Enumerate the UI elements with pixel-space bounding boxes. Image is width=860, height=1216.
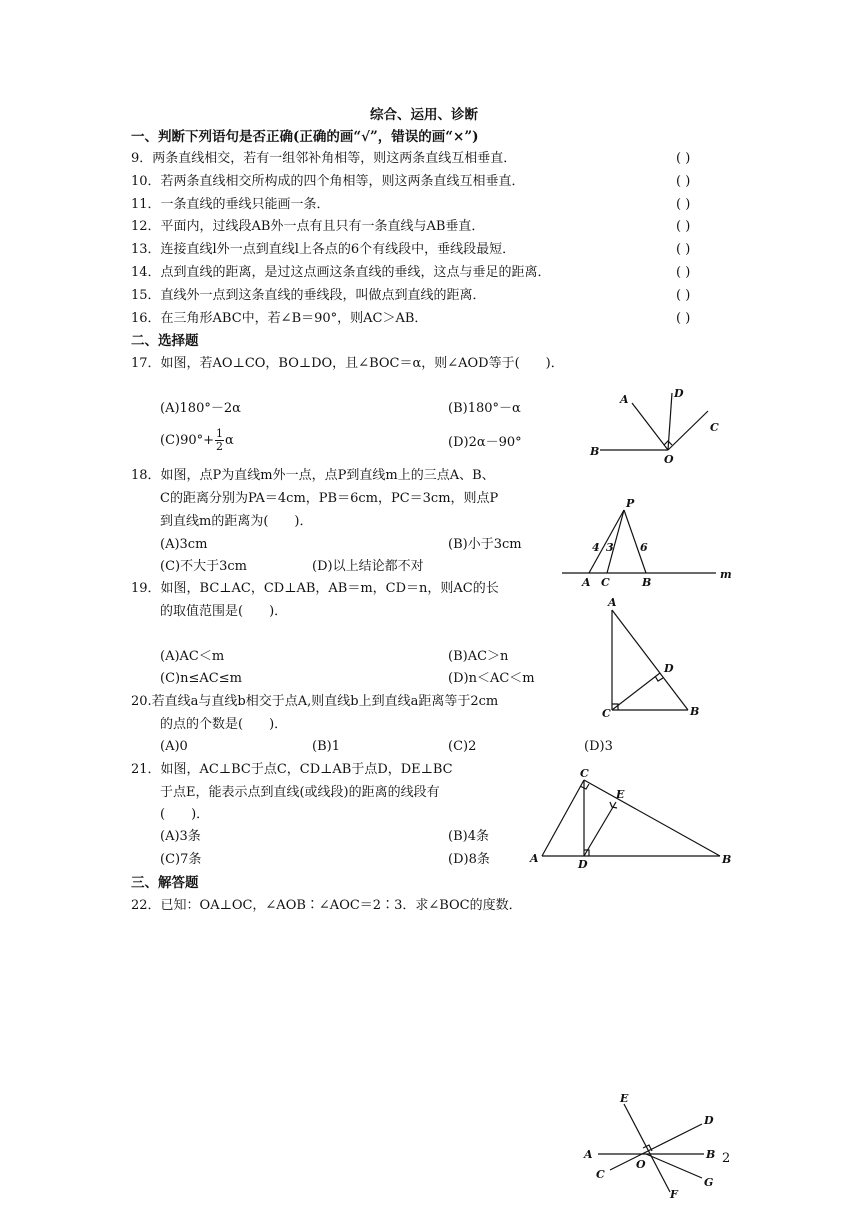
q19-figure [598,596,708,720]
q17-stem: 17．如图，若AO⊥CO，BO⊥DO，且∠BOC＝α，则∠AOD等于( )． [131,356,564,371]
label-d: D [578,858,588,871]
q19-option-c: (C)n≤AC≤m [160,671,242,686]
right-angle-mark [655,676,663,681]
q17-figure [588,383,728,468]
section1-heading: 一、判断下列语句是否正确(正确的画“√”，错误的画“×”) [131,129,479,145]
q18-figure [560,496,735,588]
judge-item-16: 16．在三角形ABC中，若∠B＝90°，则AC＞AB． [131,311,428,326]
judge-item-14: 14．点到直线的距离，是过这点画这条直线的垂线，这点与垂足的距离． [131,265,551,280]
answer-bracket: ( ) [676,219,691,234]
answer-bracket: ( ) [676,197,691,212]
q17-option-c [160,428,234,453]
line-ef [624,1104,670,1192]
q20-line1: 20.若直线a与直线b相交于点A,则直线b上到直线a距离等于2cm [131,694,499,709]
q19-option-a: (A)AC＜m [160,649,225,664]
q19-line2: 的取值范围是( )． [160,604,288,619]
label-c: C [596,1168,605,1181]
q21-line3: ( )． [160,807,210,822]
answer-bracket: ( ) [676,151,691,166]
page-title: 综合、运用、诊断 [370,107,478,123]
ray-og [646,1154,702,1178]
label-b: B [590,445,600,458]
line-cd [610,1124,702,1170]
label-c: C [601,576,610,588]
label-o: O [636,1158,646,1171]
label-a: A [582,576,591,588]
section2-heading: 二、选择题 [131,333,199,349]
q17-option-d: (D)2α－90° [448,435,522,450]
label-d: D [674,387,684,400]
q19-line1: 19．如图，BC⊥AC，CD⊥AB，AB＝m，CD＝n，则AC的长 [131,581,499,596]
q21-line1: 21．如图，AC⊥BC于点C，CD⊥AB于点D，DE⊥BC [131,762,453,777]
q22-figure [580,1090,730,1202]
answer-bracket: ( ) [676,311,691,326]
segment-de [584,802,616,856]
label-e: E [616,788,625,801]
q20-option-a: (A)0 [160,739,188,754]
fraction-denominator: 2 [216,440,224,453]
label-d: D [664,662,674,675]
label-a: A [584,1148,593,1161]
label-g: G [704,1176,714,1189]
label-b: B [722,853,732,866]
segment-cb [584,780,720,856]
label-p: P [626,497,635,510]
segment-cd [612,673,660,710]
label-b: B [706,1148,716,1161]
answer-bracket: ( ) [676,265,691,280]
label-c: C [602,707,611,720]
judge-item-11: 11．一条直线的垂线只能画一条． [131,197,330,212]
ray-oc [668,411,708,450]
judge-item-10: 10．若两条直线相交所构成的四个角相等，则这两条直线互相垂直． [131,174,525,189]
label-d: D [704,1114,714,1127]
q21-line2: 于点E，能表示点到直线(或线段)的距离的线段有 [160,785,440,800]
q17-option-c-prefix: (C)90°+ [160,433,215,448]
q21-option-b: (B)4条 [448,829,489,844]
ray-oa [632,403,668,450]
judge-item-9: 9．两条直线相交，若有一组邻补角相等，则这两条直线互相垂直． [131,151,517,166]
q21-option-d: (D)8条 [448,852,490,867]
answer-bracket: ( ) [676,174,691,189]
q18-option-c: (C)不大于3cm [160,559,247,574]
segment-ab [612,610,688,710]
q20-option-c: (C)2 [448,739,477,754]
judge-item-15: 15．直线外一点到这条直线的垂线段，叫做点到直线的距离． [131,288,486,303]
q22-stem: 22．已知：OA⊥OC，∠AOB∶∠AOC＝2∶3．求∠BOC的度数． [131,898,522,913]
q19-option-b: (B)AC＞n [448,649,509,664]
q20-option-d: (D)3 [584,739,613,754]
q21-option-c: (C)7条 [160,852,202,867]
judge-item-13: 13．连接直线l外一点到直线l上各点的6个有线段中，垂线段最短． [131,242,516,257]
q18-line1: 18．如图，点P为直线m外一点，点P到直线m上的三点A、B、 [131,468,495,483]
answer-bracket: ( ) [676,242,691,257]
q17-option-a: (A)180°－2α [160,401,241,416]
label-pc-length: 3 [606,541,614,554]
q18-option-a: (A)3cm [160,537,208,552]
label-b: B [642,576,652,588]
section3-heading: 三、解答题 [131,875,199,891]
answer-bracket: ( ) [676,288,691,303]
q19-option-d: (D)n＜AC＜m [448,671,535,686]
label-a: A [620,393,629,406]
label-b: B [690,705,700,718]
label-f: F [670,1188,678,1201]
label-pa-length: 4 [592,541,600,554]
q20-line2: 的点的个数是( )． [160,717,288,732]
q17-option-b: (B)180°－α [448,401,521,416]
judge-item-12: 12．平面内，过线段AB外一点有且只有一条直线与AB垂直． [131,219,485,234]
label-a: A [530,852,539,865]
label-e: E [620,1092,629,1105]
page-number: 2 [722,1151,731,1166]
label-m: m [720,568,732,581]
label-a: A [608,596,617,609]
q17-option-c-suffix: α [225,433,234,448]
q18-line3: 到直线m的距离为( )． [160,514,313,529]
q21-option-a: (A)3条 [160,829,201,844]
q18-option-d: (D)以上结论都不对 [312,559,424,574]
label-c: C [580,767,589,780]
fraction-one-half [215,428,224,453]
fraction-numerator: 1 [216,427,224,440]
label-o: O [664,453,674,466]
q18-option-b: (B)小于3cm [448,537,522,552]
label-pb-length: 6 [640,541,648,554]
q20-option-b: (B)1 [312,739,340,754]
label-c: C [710,421,719,434]
segment-ac [542,780,584,856]
q21-figure [528,764,738,874]
q18-line2: C的距离分别为PA＝4cm，PB＝6cm，PC＝3cm，则点P [160,491,499,506]
